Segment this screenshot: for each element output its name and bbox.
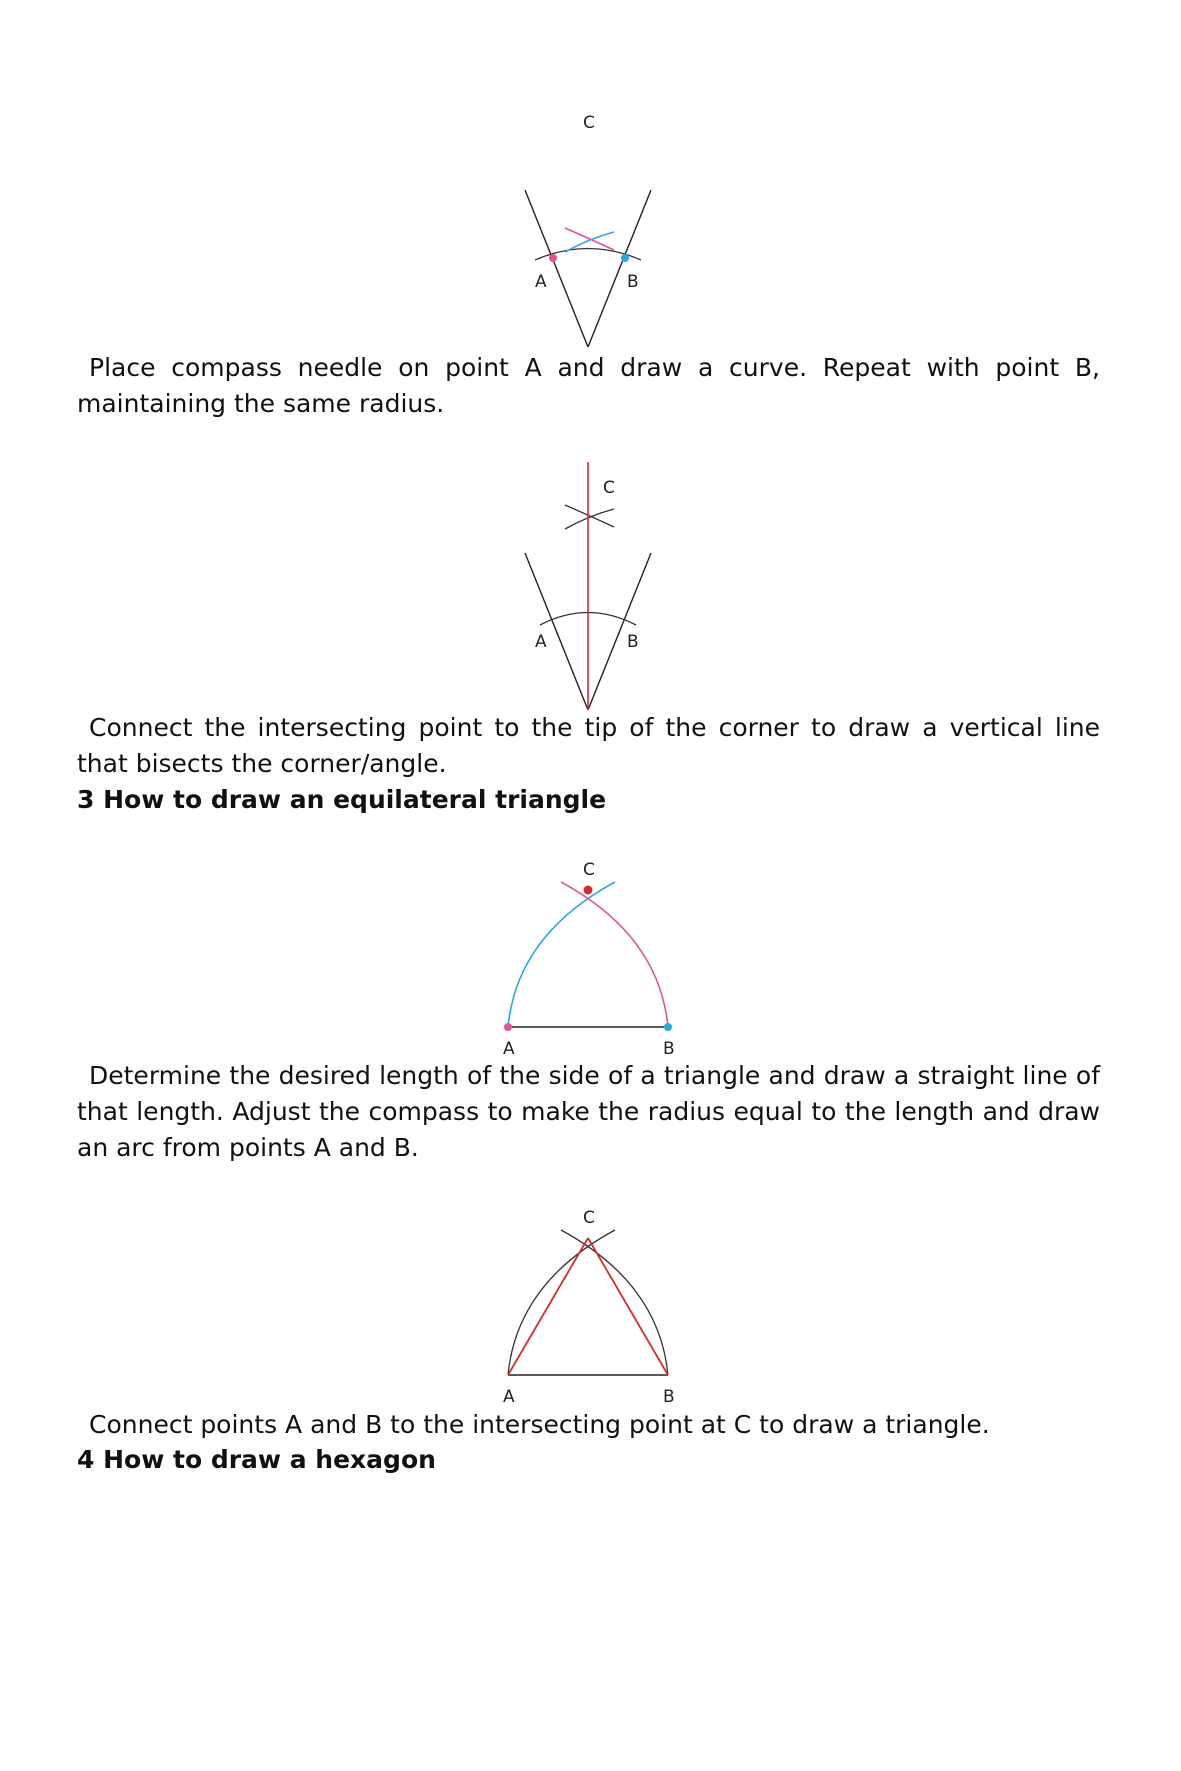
triangle-side-ac xyxy=(508,1238,588,1375)
corner-right-line xyxy=(588,190,651,347)
heading-equilateral-triangle: 3 How to draw an equilateral triangle xyxy=(77,785,607,814)
paragraph-1: Place compass needle on point A and draw a curve. Repeat with point B, maintaining the same radius. xyxy=(77,353,1100,418)
label-c: C xyxy=(583,860,595,880)
triangle-side-bc xyxy=(588,1238,668,1375)
point-b-dot xyxy=(664,1023,672,1031)
label-b: B xyxy=(627,272,639,292)
point-b-dot xyxy=(621,254,629,262)
label-a: A xyxy=(535,272,547,292)
arc-from-a xyxy=(565,228,614,250)
label-c: C xyxy=(583,1208,595,1228)
figure-arcs-from-a-and-b xyxy=(0,100,1181,360)
label-a: A xyxy=(503,1039,515,1059)
paragraph-3: Determine the desired length of the side of a triangle and draw a straight line of that length. Adjust the compass to make the radius equal to the length and draw an arc from points A and B. xyxy=(77,1061,1100,1162)
intersect-arc-1 xyxy=(565,505,614,527)
label-c: C xyxy=(583,113,595,133)
label-a: A xyxy=(503,1387,515,1407)
heading-hexagon: 4 How to draw a hexagon xyxy=(77,1445,436,1474)
paragraph-2: Connect the intersecting point to the tip of the corner to draw a vertical line that bisects the corner/angle. xyxy=(77,713,1100,778)
arc-from-a xyxy=(561,882,668,1027)
corner-left-line xyxy=(525,190,588,347)
figure-completed-triangle xyxy=(0,1198,1181,1413)
arc-from-b xyxy=(508,1230,615,1375)
point-a-dot xyxy=(504,1023,512,1031)
label-a: A xyxy=(535,632,547,652)
figure-triangle-arcs xyxy=(0,850,1181,1065)
paragraph-4: Connect points A and B to the intersecting point at C to draw a triangle. xyxy=(89,1410,990,1439)
label-b: B xyxy=(663,1387,675,1407)
arc-from-b xyxy=(508,882,615,1027)
arc-from-a xyxy=(561,1230,668,1375)
label-b: B xyxy=(627,632,639,652)
figure-angle-bisector xyxy=(0,460,1181,720)
label-c: C xyxy=(603,478,615,498)
intersect-arc-2 xyxy=(565,509,614,529)
point-a-dot xyxy=(549,254,557,262)
corner-right-line xyxy=(588,553,651,710)
label-b: B xyxy=(663,1039,675,1059)
point-c-dot xyxy=(584,886,593,895)
